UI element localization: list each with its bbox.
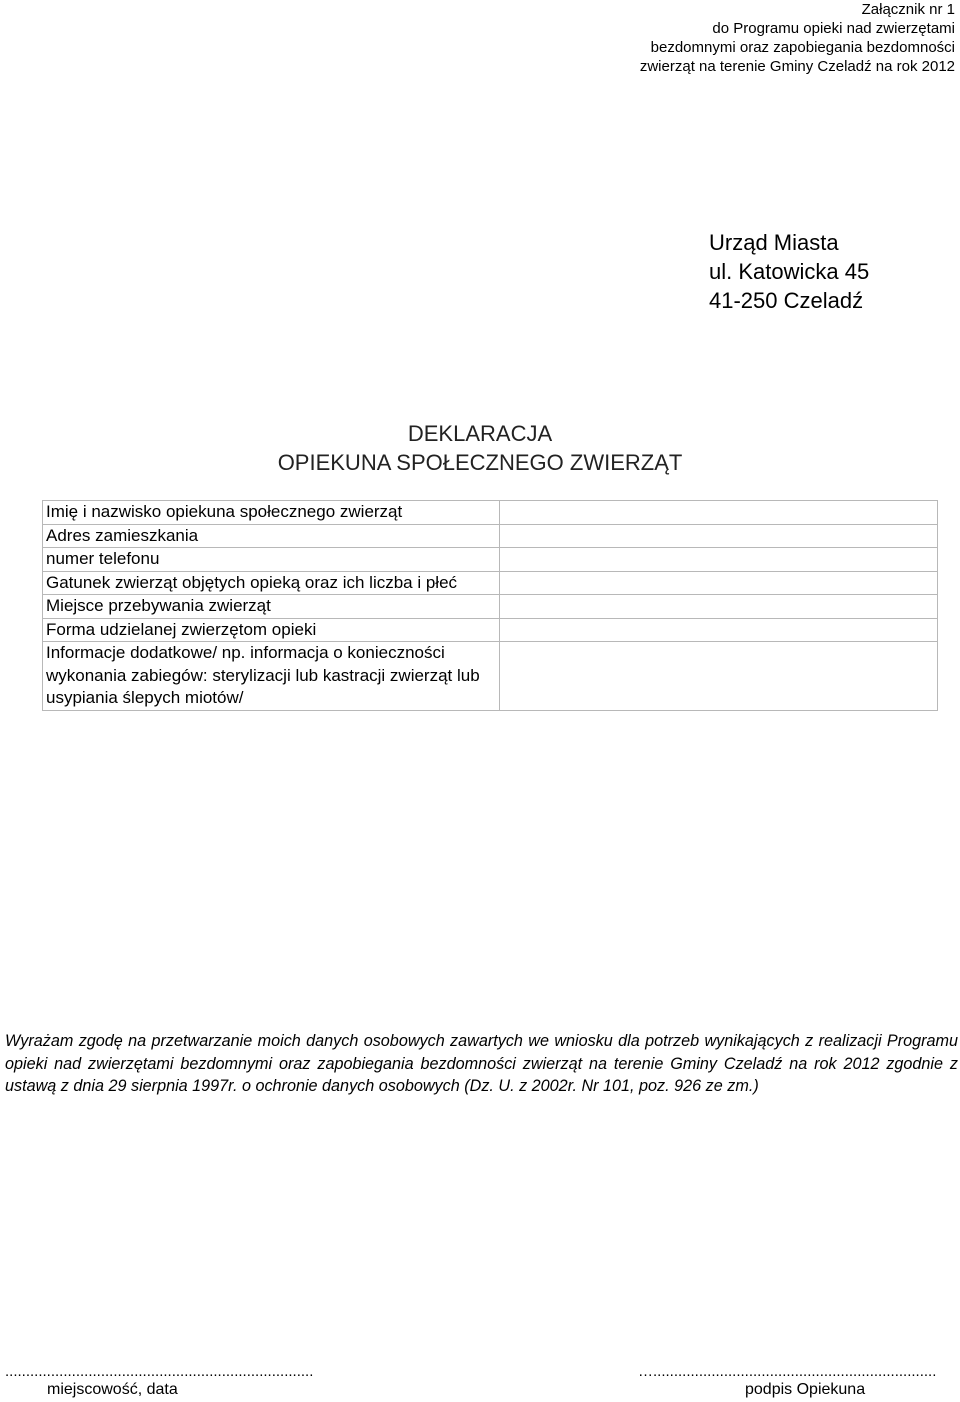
form-field-name[interactable] <box>500 501 938 525</box>
attachment-line: zwierząt na terenie Gminy Czeladź na rok 2012 <box>639 58 955 75</box>
address-line: Urząd Miasta <box>709 230 839 255</box>
guardian-signature-label: podpis Opiekuna <box>745 1381 866 1398</box>
form-field-additional-info[interactable] <box>500 642 938 711</box>
declaration-form-table <box>42 500 938 711</box>
form-label-care-form: Forma udzielanej zwierzętom opieki <box>43 618 500 642</box>
form-row <box>43 524 938 548</box>
form-row <box>43 642 938 711</box>
form-row <box>43 618 938 642</box>
form-label-species: Gatunek zwierząt objętych opieką oraz ich liczba i płeć <box>43 571 500 595</box>
place-date-label: miejscowość, data <box>47 1381 178 1398</box>
guardian-signature-line[interactable]: ….................................................................... <box>638 1363 937 1380</box>
form-field-phone[interactable] <box>500 548 938 572</box>
form-field-care-form[interactable] <box>500 618 938 642</box>
form-row <box>43 571 938 595</box>
attachment-line: bezdomnymi oraz zapobiegania bezdomności <box>650 39 955 56</box>
form-label-phone: numer telefonu <box>43 548 500 572</box>
form-field-address[interactable] <box>500 524 938 548</box>
attachment-line: Załącznik nr 1 <box>861 1 955 18</box>
address-line: ul. Katowicka 45 <box>709 259 870 284</box>
data-processing-consent: Wyrażam zgodę na przetwarzanie moich danych osobowych zawartych we wniosku dla potrzeb wynikających z realizacji Programu opieki nad zwierzętami bezdomnymi oraz zapobiegania bezdomności zwierząt na terenie Gminy Czeladź na rok 2012 zgodnie z ustawą z dnia 29 sierpnia 1997r. o ochronie danych osobowych (Dz. U. z 2002r. Nr 101, poz. 926 ze zm.) <box>5 1032 958 1095</box>
address-line: 41-250 Czeladź <box>709 288 864 313</box>
recipient-address <box>709 228 869 315</box>
form-row <box>43 595 938 619</box>
form-field-species[interactable] <box>500 571 938 595</box>
document-title <box>0 419 960 477</box>
form-label-location: Miejsce przebywania zwierząt <box>43 595 500 619</box>
form-label-additional-info: Informacje dodatkowe/ np. informacja o konieczności wykonania zabiegów: sterylizacji lub kastracji zwierząt lub usypiania ślepych miotów/ <box>43 642 500 711</box>
attachment-line: do Programu opieki nad zwierzętami <box>712 20 955 37</box>
form-label-address: Adres zamieszkania <box>43 524 500 548</box>
form-label-name: Imię i nazwisko opiekuna społecznego zwierząt <box>43 501 500 525</box>
form-field-location[interactable] <box>500 595 938 619</box>
title-line-2: OPIEKUNA SPOŁECZNEGO ZWIERZĄT <box>277 450 683 475</box>
place-date-signature-line[interactable]: .......................................................................... <box>5 1363 314 1380</box>
title-line-1: DEKLARACJA <box>407 421 553 446</box>
form-row <box>43 501 938 525</box>
attachment-header <box>640 0 955 76</box>
form-row <box>43 548 938 572</box>
